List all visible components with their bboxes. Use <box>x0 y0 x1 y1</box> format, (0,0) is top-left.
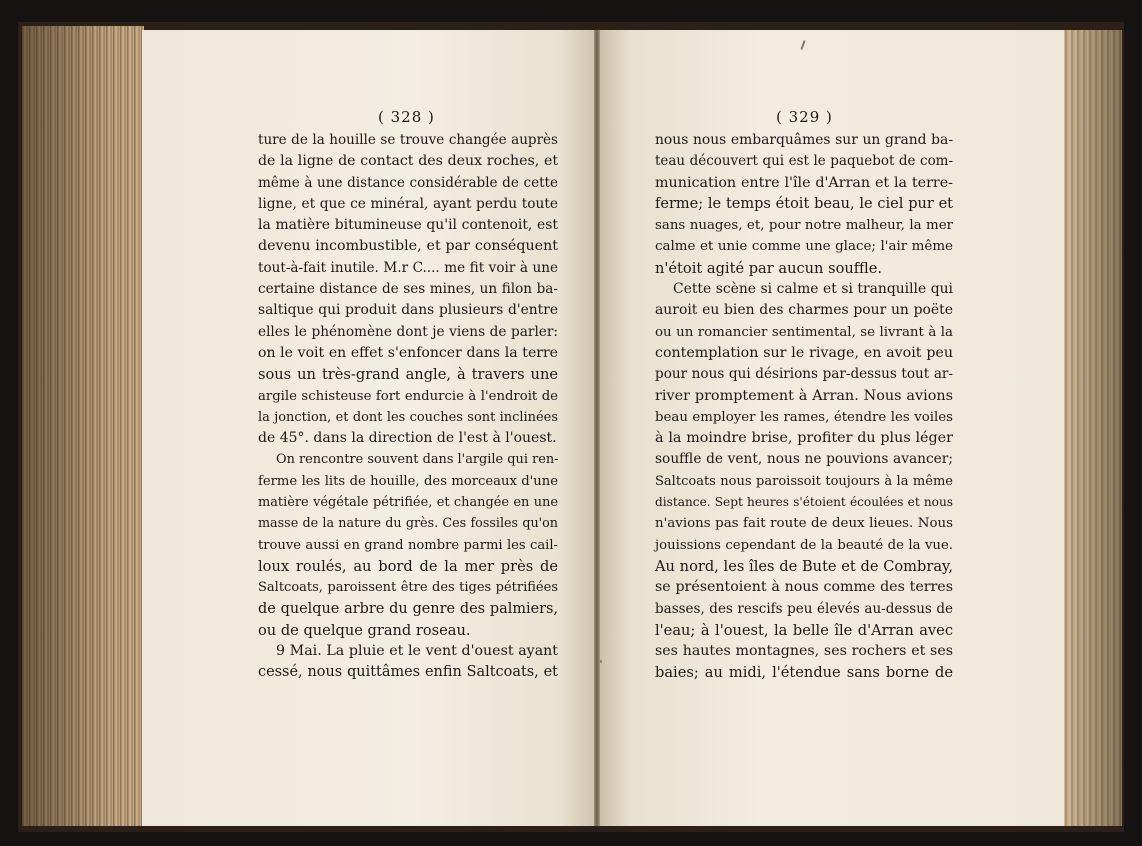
text-line: même à une distance considérable de cette <box>258 174 558 191</box>
right-page-text <box>655 130 953 684</box>
text-line: matière végétale pétrifiée, et changée en une <box>258 495 558 511</box>
text-line: n'étoit agité par aucun souffle. <box>655 259 883 277</box>
text-line: munication entre l'île d'Arran et la terre- <box>655 174 953 191</box>
paper-speck <box>600 660 602 663</box>
text-line: ferme les lits de houille, des morceaux d'une <box>258 473 558 489</box>
right-page-edges-shadow <box>1062 30 1122 826</box>
text-line: sous un très-grand angle, à travers une <box>258 366 558 384</box>
text-line: ferme; le temps étoit beau, le ciel pur et <box>655 195 953 212</box>
text-line: de quelque arbre du genre des palmiers, <box>258 600 558 617</box>
text-line: ligne, et que ce minéral, ayant perdu toute <box>258 195 558 212</box>
left-page-edges-shadow <box>22 26 144 826</box>
text-line: ou un romancier sentimental, se livrant à la <box>655 324 953 340</box>
text-line: tout-à-fait inutile. M.r C.... me fit voir à une <box>258 259 558 276</box>
right-page-number: ( 329 ) <box>776 108 833 126</box>
text-line: pour nous qui désirions par-dessus tout ar- <box>655 366 953 383</box>
text-line: trouve aussi en grand nombre parmi les cail- <box>258 537 558 553</box>
text-line: Au nord, les îles de Bute et de Combray, <box>655 557 953 575</box>
text-line: Cette scène si calme et si tranquille qui <box>673 281 953 298</box>
text-line: ture de la houille se trouve changée auprès <box>258 132 558 148</box>
text-line: river promptement à Arran. Nous avions <box>655 387 953 404</box>
text-line: loux roulés, au bord de la mer près de <box>258 557 558 575</box>
text-line: n'avions pas fait route de deux lieues. Nous <box>655 516 953 532</box>
text-line: baies; au midi, l'étendue sans borne de <box>655 664 953 682</box>
text-line: on le voit en effet s'enfoncer dans la terre <box>258 344 558 361</box>
text-line: nous nous embarquâmes sur un grand ba- <box>655 132 953 148</box>
text-line: Saltcoats nous paroissoit toujours à la même <box>655 473 953 489</box>
text-line: calme et unie comme une glace; l'air même <box>655 239 953 255</box>
text-line: certaine distance de ses mines, un filon ba- <box>258 281 558 298</box>
text-line: On rencontre souvent dans l'argile qui ren- <box>276 452 559 468</box>
text-line: la jonction, et dont les couches sont inclinées <box>258 409 558 425</box>
text-line: se présentoient à nous comme des terres <box>655 579 953 596</box>
text-line: argile schisteuse fort endurcie à l'endroit de <box>258 388 558 404</box>
text-line: distance. Sept heures s'étoient écoulées et nous <box>655 495 953 510</box>
text-line: souffle de vent, nous ne pouvions avancer; <box>655 451 953 468</box>
text-line: masse de la nature du grès. Ces fossiles qu'on <box>258 516 558 532</box>
left-page-number: ( 328 ) <box>378 108 435 126</box>
text-line: elles le phénomène dont je viens de parler: <box>258 323 558 340</box>
text-line: Saltcoats, paroissent être des tiges pétrifiées <box>258 580 558 596</box>
text-line: devenu incombustible, et par conséquent <box>258 238 558 255</box>
text-line: 9 Mai. La pluie et le vent d'ouest ayant <box>276 643 558 660</box>
text-line: à la moindre brise, profiter du plus léger <box>655 430 953 447</box>
text-line: ses hautes montagnes, ses rochers et ses <box>655 643 953 660</box>
left-page-text <box>258 130 558 684</box>
text-line: la matière bitumineuse qu'il contenoit, est <box>258 217 558 234</box>
text-line: saltique qui produit dans plusieurs d'entre <box>258 302 558 319</box>
text-line: teau découvert qui est le paquebot de com- <box>655 153 953 170</box>
text-line: basses, des rescifs peu élevés au-dessus de <box>655 600 953 617</box>
text-line: contemplation sur le rivage, en avoit peu <box>655 344 953 361</box>
text-line: l'eau; à l'ouest, la belle île d'Arran avec <box>655 621 953 639</box>
text-line: ou de quelque grand roseau. <box>258 621 471 639</box>
text-line: jouissions cependant de la beauté de la vue. <box>655 537 953 553</box>
text-line: sans nuages, et, pour notre malheur, la mer <box>655 218 953 234</box>
text-line: de 45°. dans la direction de l'est à l'ouest. <box>258 430 557 447</box>
text-line: cessé, nous quittâmes enfin Saltcoats, et <box>258 664 558 681</box>
text-line: beau employer les rames, étendre les voiles <box>655 409 953 425</box>
text-line: de la ligne de contact des deux roches, et <box>258 153 558 170</box>
book-gutter <box>594 30 600 826</box>
text-line: auroit eu bien des charmes pour un poëte <box>655 302 953 319</box>
